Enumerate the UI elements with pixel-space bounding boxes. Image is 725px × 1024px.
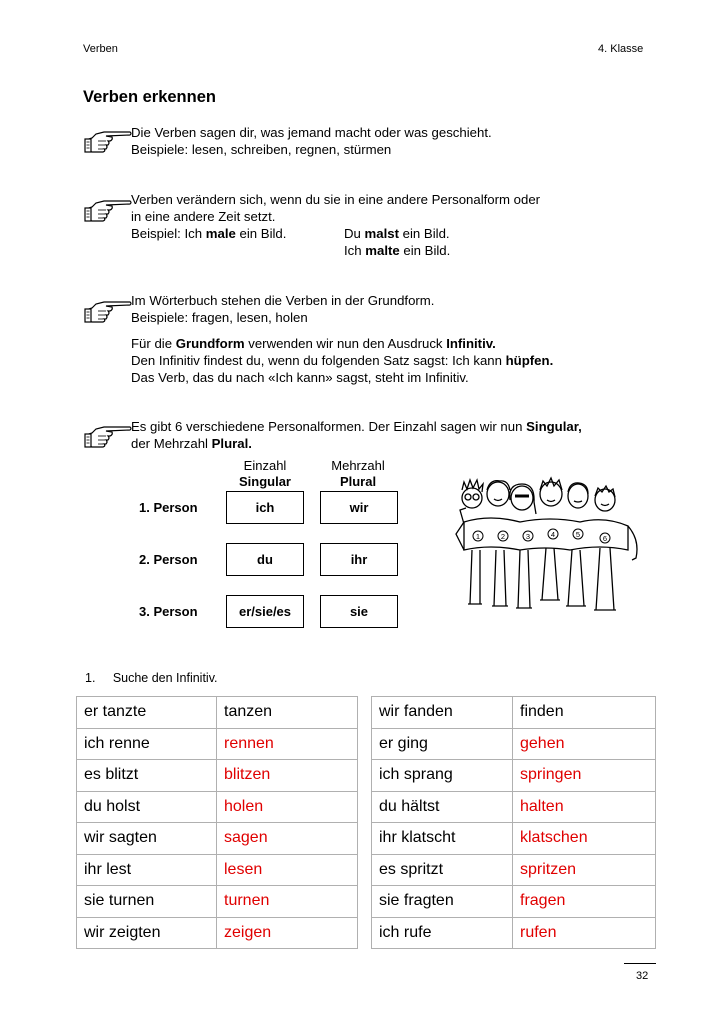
verb-form-cell: ich sprang xyxy=(372,760,513,792)
exercise-instruction: 1. Suche den Infinitiv. xyxy=(85,671,218,685)
infinitive-cell: spritzen xyxy=(513,854,656,886)
header-grade: 4. Klasse xyxy=(598,43,644,55)
person-label: 2. Person xyxy=(139,552,198,567)
table-row xyxy=(77,823,358,855)
verb-form-cell: sie turnen xyxy=(77,886,217,918)
infinitive-cell: rennen xyxy=(217,728,358,760)
table-row xyxy=(77,917,358,949)
table-row xyxy=(372,791,656,823)
table-row xyxy=(77,760,358,792)
table-row xyxy=(77,697,358,729)
verb-form-cell: sie fragten xyxy=(372,886,513,918)
table-row xyxy=(77,886,358,918)
table-row xyxy=(372,886,656,918)
table-row xyxy=(77,728,358,760)
person-head xyxy=(595,486,615,511)
rule-2: Verben verändern sich, wenn du sie in eine andere Personalform oder in eine andere Zeit setzt. Beispiel: Ich male ein Bild. Du malst ein Bild. Ich malte ein Bild. xyxy=(131,192,541,258)
verb-form-cell: ich renne xyxy=(77,728,217,760)
infinitive-cell: rufen xyxy=(513,917,656,949)
person-box-plural: wir xyxy=(320,491,398,524)
person-head xyxy=(462,480,483,508)
pointing-hand-icon xyxy=(84,423,132,449)
pointing-hand-icon xyxy=(84,298,132,324)
table-row xyxy=(372,917,656,949)
verb-table-right xyxy=(371,696,656,949)
verb-form-cell: ihr lest xyxy=(77,854,217,886)
verb-form-cell: er tanzte xyxy=(77,697,217,729)
rule-1: Die Verben sagen dir, was jemand macht oder was geschieht. Beispiele: lesen, schreiben, regnen, stürmen xyxy=(131,125,492,157)
verb-form-cell: wir sagten xyxy=(77,823,217,855)
singular-column-header: Einzahl Singular xyxy=(238,458,291,489)
person-head xyxy=(487,481,510,506)
table-row xyxy=(77,854,358,886)
shirt-number: 5 xyxy=(575,530,581,539)
infinitive-cell: blitzen xyxy=(217,760,358,792)
rule-3: Im Wörterbuch stehen die Verben in der Grundform. Beispiele: fragen, lesen, holen Für die Grundform verwenden wir nun den Ausdruck Infinitiv. Den Infinitiv findest du, wenn du folgenden Satz sagst: Ich kann hüpfen. Das Verb, das du nach «Ich kann» sagst, steht im Infinitiv. xyxy=(131,293,554,385)
shirt-number: 3 xyxy=(525,532,531,541)
person-box-plural: sie xyxy=(320,595,398,628)
pointing-hand-icon xyxy=(84,128,132,154)
infinitive-cell: lesen xyxy=(217,854,358,886)
shirt-number: 2 xyxy=(500,532,506,541)
verb-form-cell: es spritzt xyxy=(372,854,513,886)
infinitive-cell: gehen xyxy=(513,728,656,760)
person-box-plural: ihr xyxy=(320,543,398,576)
person-label: 3. Person xyxy=(139,604,198,619)
person-box-singular: ich xyxy=(226,491,304,524)
six-persons-illustration xyxy=(450,470,645,615)
plural-column-header: Mehrzahl Plural xyxy=(331,458,385,489)
verb-form-cell: wir fanden xyxy=(372,697,513,729)
page-number-rule xyxy=(624,963,656,964)
table-row xyxy=(372,728,656,760)
shirt-number: 1 xyxy=(475,532,481,541)
person-head xyxy=(568,483,588,508)
infinitive-cell: springen xyxy=(513,760,656,792)
header-subject: Verben xyxy=(83,43,118,55)
pointing-hand-icon xyxy=(84,197,132,223)
table-row xyxy=(77,791,358,823)
infinitive-cell: tanzen xyxy=(217,697,358,729)
verb-form-cell: ihr klatscht xyxy=(372,823,513,855)
table-row xyxy=(372,760,656,792)
page-number: 32 xyxy=(636,970,649,982)
verb-table-left xyxy=(76,696,358,949)
verb-form-cell: es blitzt xyxy=(77,760,217,792)
person-label: 1. Person xyxy=(139,500,198,515)
verb-form-cell: er ging xyxy=(372,728,513,760)
person-box-singular: du xyxy=(226,543,304,576)
verb-form-cell: ich rufe xyxy=(372,917,513,949)
rule-4: Es gibt 6 verschiedene Personalformen. Der Einzahl sagen wir nun Singular, der Mehrzahl Plural. xyxy=(131,419,582,451)
infinitive-cell: sagen xyxy=(217,823,358,855)
verb-form-cell: du hältst xyxy=(372,791,513,823)
infinitive-cell: turnen xyxy=(217,886,358,918)
infinitive-cell: finden xyxy=(513,697,656,729)
table-row xyxy=(372,823,656,855)
shirt-number: 4 xyxy=(550,530,556,539)
infinitive-cell: halten xyxy=(513,791,656,823)
infinitive-cell: fragen xyxy=(513,886,656,918)
shirt-number: 6 xyxy=(602,534,608,543)
table-row xyxy=(372,697,656,729)
verb-form-cell: wir zeigten xyxy=(77,917,217,949)
person-head xyxy=(510,484,536,514)
person-box-singular: er/sie/es xyxy=(226,595,304,628)
page-title: Verben erkennen xyxy=(83,88,216,106)
table-row xyxy=(372,854,656,886)
infinitive-cell: klatschen xyxy=(513,823,656,855)
person-head xyxy=(540,478,562,506)
verb-form-cell: du holst xyxy=(77,791,217,823)
infinitive-cell: zeigen xyxy=(217,917,358,949)
infinitive-cell: holen xyxy=(217,791,358,823)
